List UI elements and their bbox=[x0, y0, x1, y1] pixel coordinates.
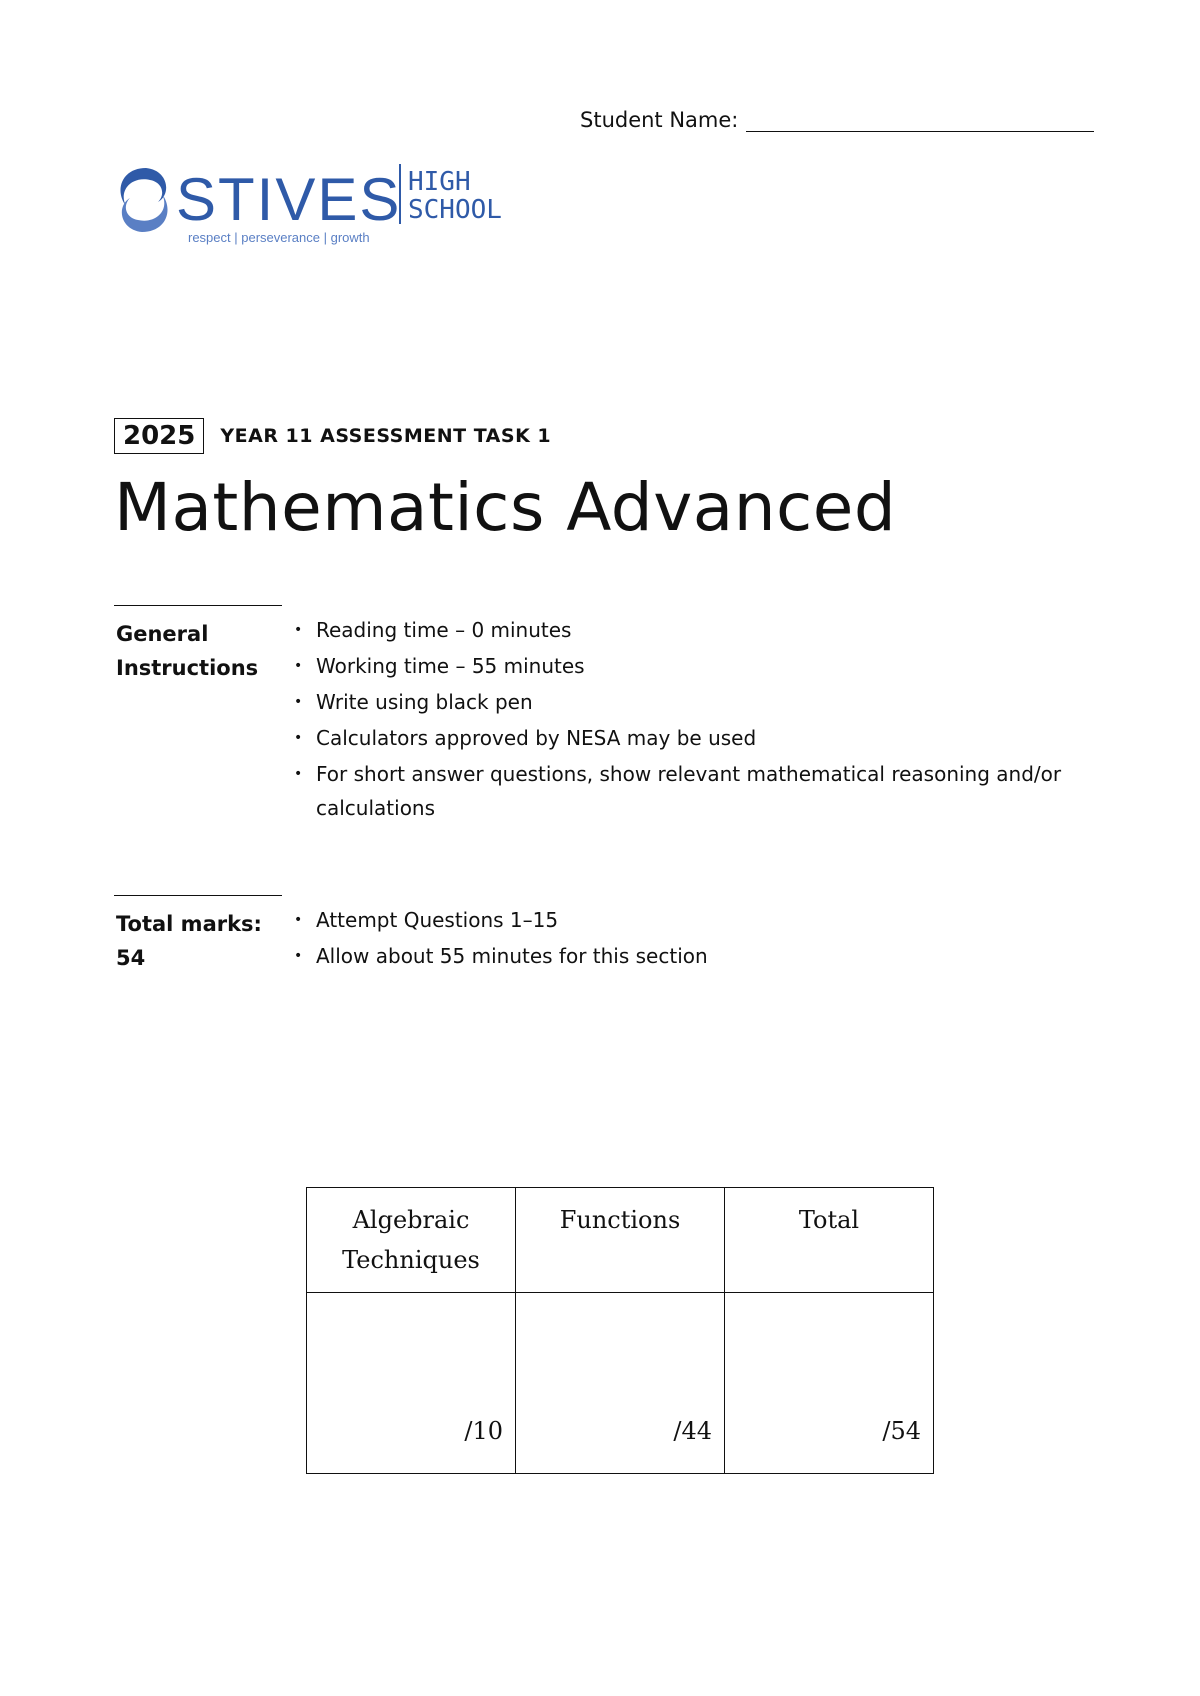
list-item: • Allow about 55 minutes for this section bbox=[282, 939, 1072, 973]
list-item: • For short answer questions, show relevant mathematical reasoning and/or calculations bbox=[282, 757, 1072, 825]
list-item: • Write using black pen bbox=[282, 685, 1072, 719]
task-header bbox=[114, 418, 551, 454]
logo-tagline: respect | perseverance | growth bbox=[188, 230, 370, 245]
marks-table bbox=[306, 1187, 934, 1474]
general-instructions-heading: General Instructions bbox=[116, 622, 259, 680]
logo-school-line1: HIGH bbox=[408, 167, 471, 197]
student-name-field bbox=[580, 108, 1094, 132]
section-rule bbox=[114, 895, 282, 896]
list-item: • Attempt Questions 1–15 bbox=[282, 903, 1072, 937]
logo-name-part1: ST bbox=[176, 166, 257, 233]
school-logo bbox=[112, 160, 512, 250]
mark-cell-total[interactable]: /54 bbox=[725, 1293, 934, 1474]
total-marks-heading: Total marks: 54 bbox=[116, 912, 262, 970]
student-name-line[interactable] bbox=[746, 111, 1094, 132]
list-item: • Working time – 55 minutes bbox=[282, 649, 1072, 683]
table-row bbox=[307, 1293, 934, 1474]
svg-text:STIVES bbox=[176, 166, 401, 233]
task-title: YEAR 11 ASSESSMENT TASK 1 bbox=[220, 425, 552, 447]
logo-school-line2: SCHOOL bbox=[408, 195, 502, 225]
mark-cell-algebraic-techniques[interactable]: /10 bbox=[307, 1293, 516, 1474]
mark-cell-functions[interactable]: /44 bbox=[516, 1293, 725, 1474]
logo-name-part2: IVES bbox=[256, 166, 402, 233]
column-header-algebraic-techniques: Algebraic Techniques bbox=[307, 1188, 516, 1293]
general-instructions-list bbox=[282, 613, 1072, 827]
table-header-row bbox=[307, 1188, 934, 1293]
subject-title: Mathematics Advanced bbox=[114, 469, 897, 546]
column-header-functions: Functions bbox=[516, 1188, 725, 1293]
student-name-label: Student Name: bbox=[580, 108, 739, 132]
column-header-total: Total bbox=[725, 1188, 934, 1293]
swirl-icon bbox=[120, 168, 167, 232]
total-marks-list bbox=[282, 903, 1072, 975]
year-badge: 2025 bbox=[114, 418, 204, 454]
list-item: • Reading time – 0 minutes bbox=[282, 613, 1072, 647]
list-item: • Calculators approved by NESA may be used bbox=[282, 721, 1072, 755]
section-rule bbox=[114, 605, 282, 606]
